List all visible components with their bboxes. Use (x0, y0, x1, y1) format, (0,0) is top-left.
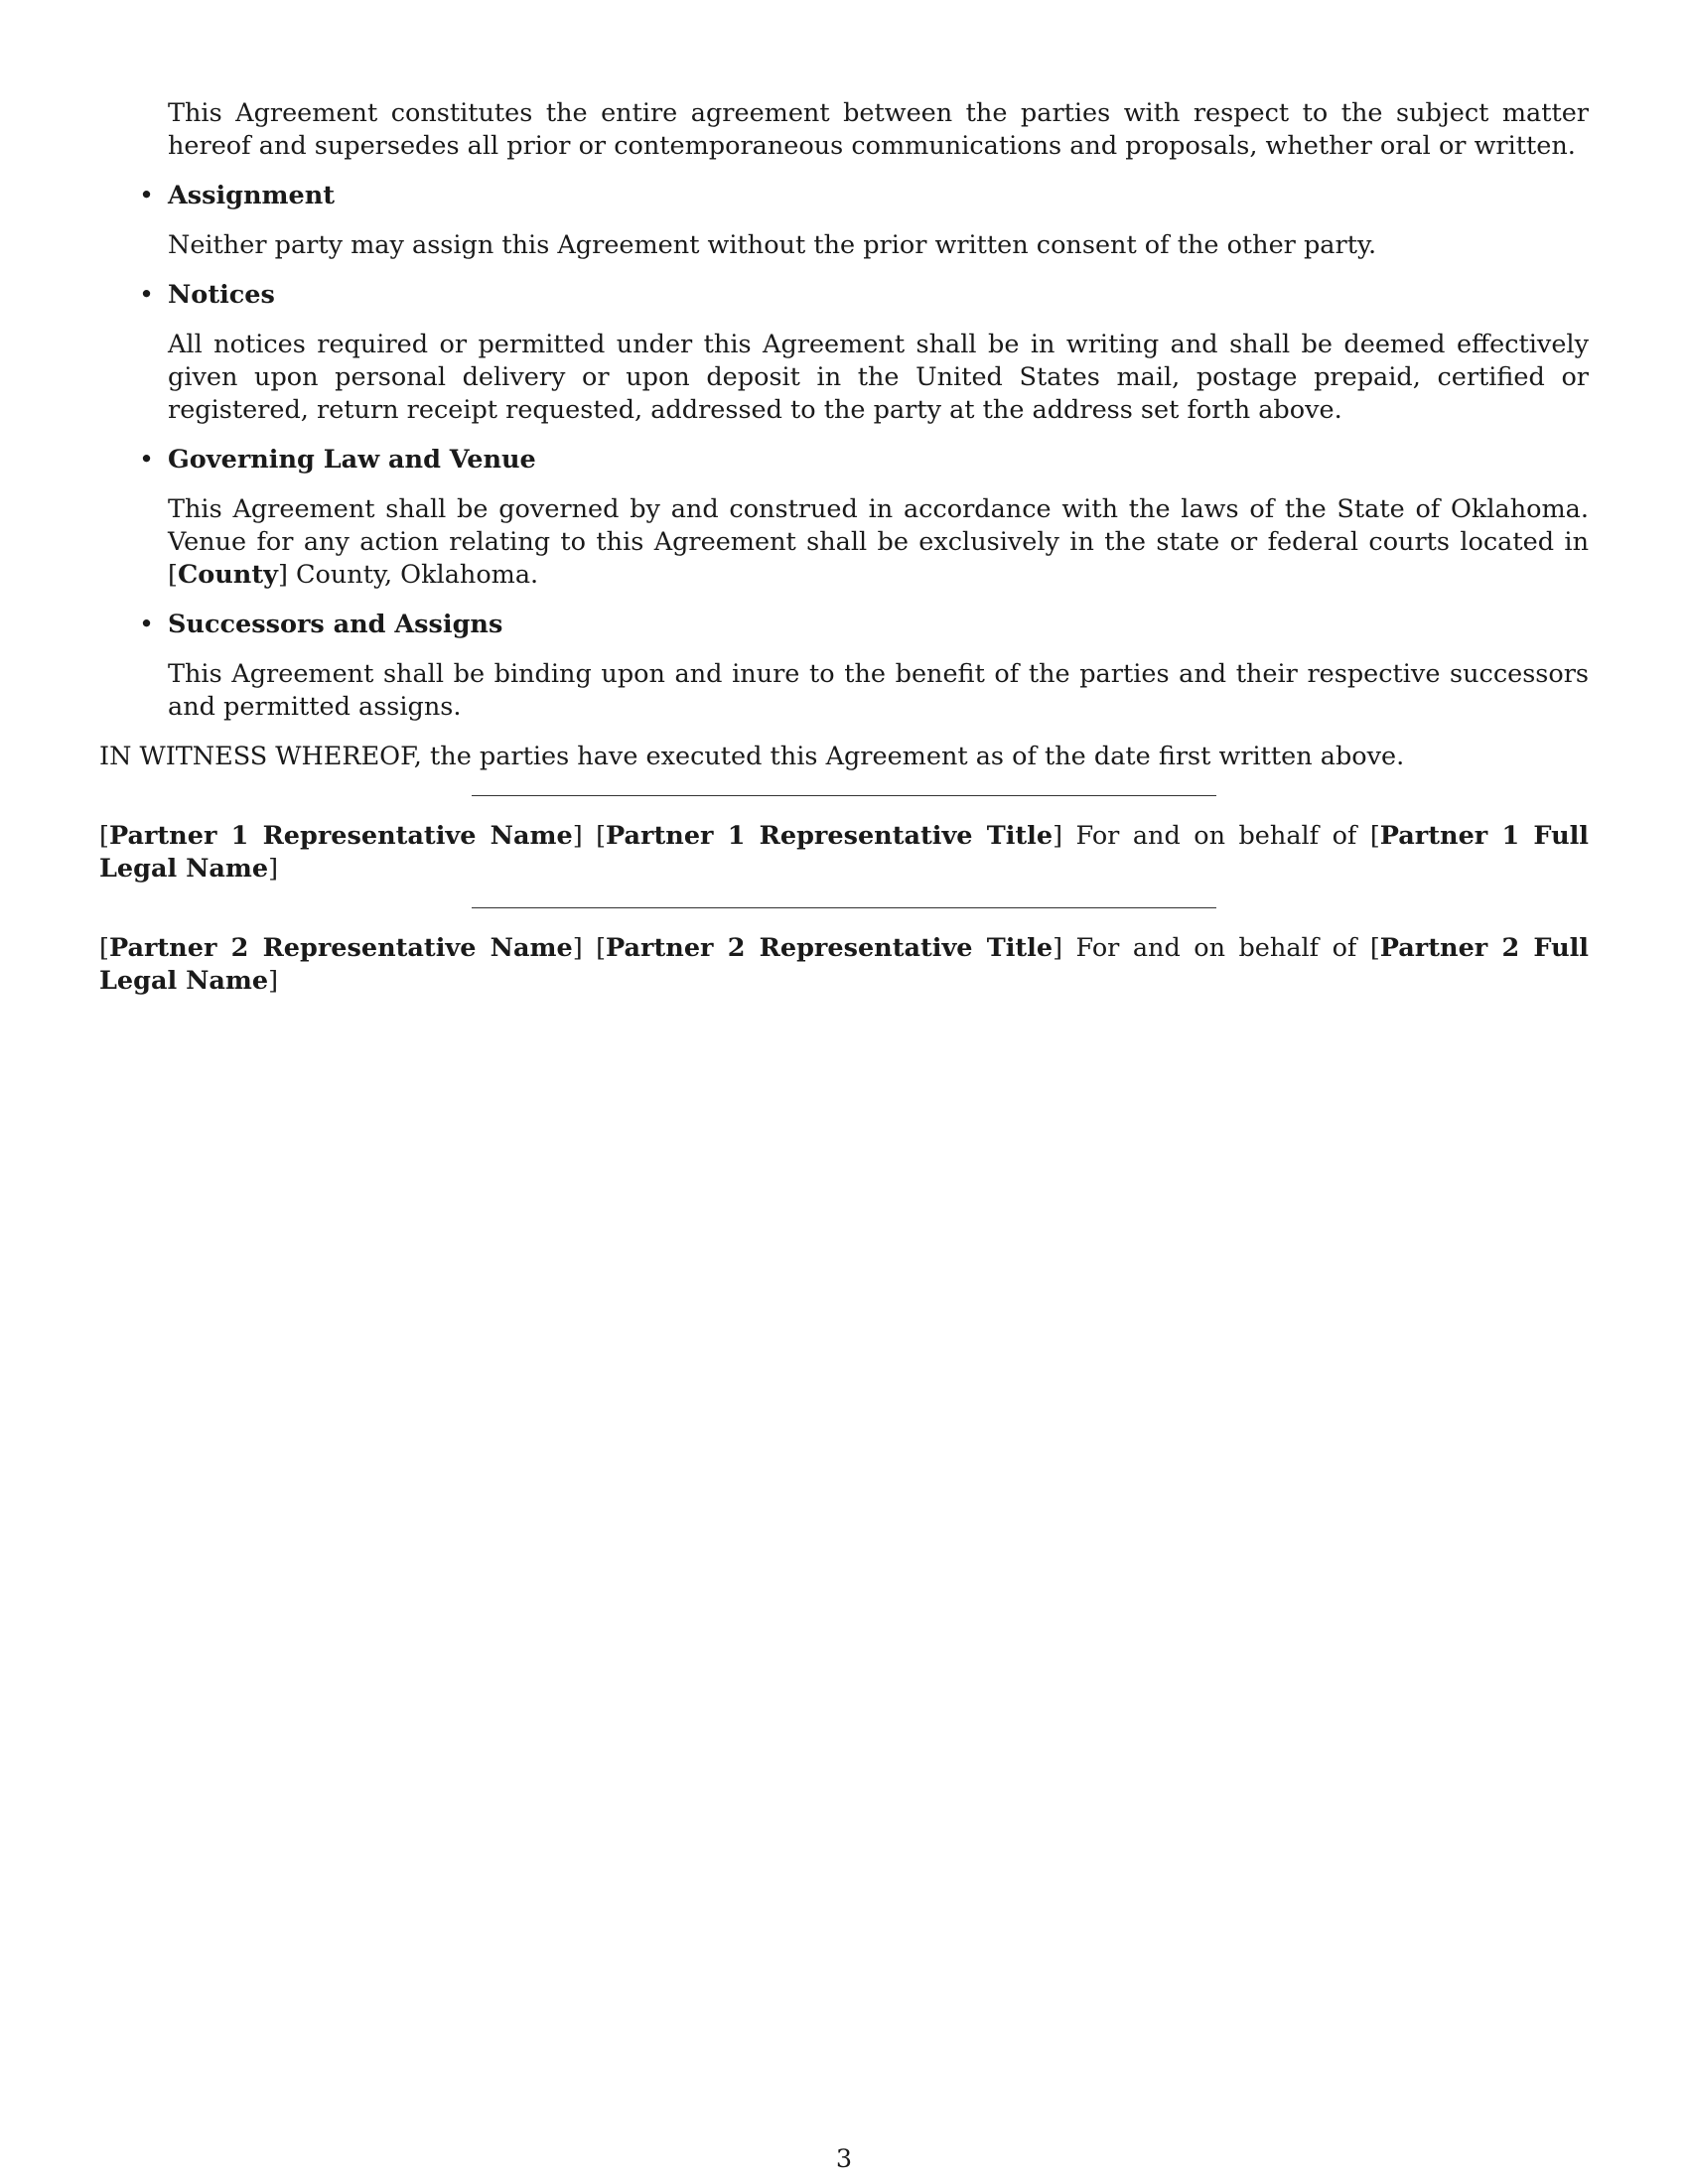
bullet-icon: • (139, 181, 155, 210)
section-heading-successors (139, 609, 1589, 641)
partner-1-legal-name: Partner 1 Full Legal Name (99, 821, 1589, 884)
section-heading-text: Successors and Assigns (168, 610, 503, 639)
notices-paragraph: All notices required or permitted under this Agreement shall be in writing and shall be deemed effectively given upon personal delivery or upon deposit in the United States mail, postage prepaid, certified or registered, return receipt requested, addressed to the party at the address set forth above. (168, 330, 1589, 425)
partner-1-rep-name: Partner 1 Representative Name (108, 821, 573, 851)
partner-2-rep-title: Partner 2 Representative Title (606, 933, 1054, 963)
entire-agreement-paragraph: This Agreement constitutes the entire agreement between the parties with respect to the subject matter hereof and supersedes all prior or contemporaneous communications and proposals, whether oral or written. (168, 98, 1589, 161)
partner-2-on-behalf-text: For and on behalf of (1075, 933, 1357, 963)
governing-law-paragraph: This Agreement shall be governed by and construed in accordance with the laws of the State of Oklahoma. Venue for any action relating to this Agreement shall be exclusively in the state or federal courts located in [County] County, Oklahoma. (168, 494, 1589, 590)
assignment-paragraph: Neither party may assign this Agreement without the prior written consent of the other party. (168, 230, 1377, 260)
bullet-icon: • (139, 280, 155, 310)
section-heading-governing-law (139, 444, 1589, 477)
page-number: 3 (835, 2144, 853, 2174)
section-heading-notices (139, 279, 1589, 312)
governing-law-text-after: County, Oklahoma. (287, 560, 539, 590)
partner-2-legal-name: Partner 2 Full Legal Name (99, 933, 1589, 996)
bullet-icon: • (139, 445, 155, 475)
partner-1-rep-title: Partner 1 Representative Title (606, 821, 1054, 851)
signature-block-partner-1: [Partner 1 Representative Name] [Partner 1 Representative Title] For and on behalf of [Partner 1 Full Legal Name] (99, 821, 1589, 884)
document-page (99, 97, 1589, 998)
successors-paragraph: This Agreement shall be binding upon and inure to the benefit of the parties and their respective successors and permitted assigns. (168, 659, 1589, 722)
partner-1-on-behalf-text: For and on behalf of (1075, 821, 1357, 851)
signature-block-partner-2: [Partner 2 Representative Name] [Partner 2 Representative Title] For and on behalf of [Partner 2 Full Legal Name] (99, 933, 1589, 996)
bullet-icon: • (139, 610, 155, 639)
county-placeholder: County (177, 560, 278, 590)
section-heading-text: Notices (168, 280, 275, 310)
section-heading-text: Assignment (168, 181, 336, 210)
partner-2-rep-name: Partner 2 Representative Name (108, 933, 573, 963)
signature-line-partner-2 (472, 907, 1216, 908)
section-heading-assignment (139, 180, 1589, 212)
signature-line-partner-1 (472, 795, 1216, 796)
section-heading-text: Governing Law and Venue (168, 445, 536, 475)
governing-law-text-before: This Agreement shall be governed by and construed in accordance with the laws of the State of Oklahoma. Venue for any action relating to this Agreement shall be exclusively in the state or federal courts located in (168, 494, 1589, 557)
witness-statement: IN WITNESS WHEREOF, the parties have executed this Agreement as of the date first written above. (99, 742, 1405, 771)
